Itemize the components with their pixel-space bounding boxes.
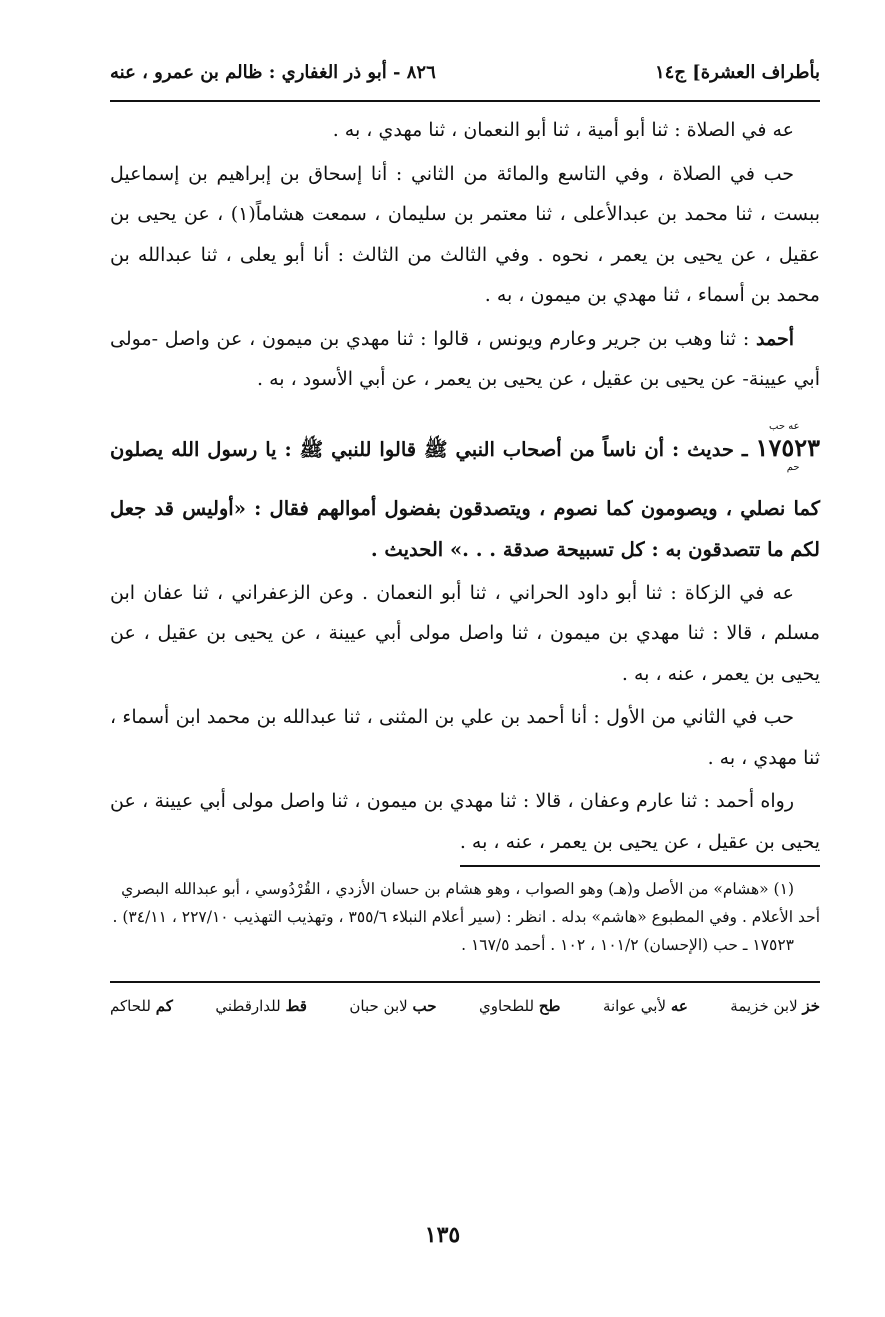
book-page bbox=[110, 58, 820, 1019]
abbreviations-rule bbox=[110, 981, 820, 983]
paragraph bbox=[110, 573, 820, 695]
paragraph-text: عه في الصلاة : ثنا أبو أمية ، ثنا أبو النعمان ، ثنا مهدي ، به . bbox=[332, 119, 794, 141]
paragraph-text: : ثنا عارم وعفان ، قالا : ثنا مهدي بن ميمون ، ثنا واصل مولى أبي عيينة ، عن يحيى بن عقيل ، عن يحيى بن يعمر ، عنه ، به . bbox=[110, 790, 820, 853]
abbrev-item: طح للطحاوي bbox=[478, 997, 561, 1015]
footnote: (١) «هشام» من الأصل و(هـ) وهو الصواب ، وهو هشام بن حسان الأزدي ، القُرْدُوسي ، أبو عبدالله البصري أحد الأعلام . وفي المطبوع «هاشم» بدله . انظر : (سير أعلام النبلاء ٣٥٥/٦ ، وتهذيب التهذيب ٢٢٧/١٠ ، ٣٤/١١) . bbox=[112, 880, 820, 926]
page-number: ١٣٥ bbox=[424, 1222, 461, 1248]
header-right: بأطراف العشرة] ج١٤ bbox=[654, 62, 820, 83]
hadith-number: ١٧٥٢٣ bbox=[755, 432, 820, 462]
abbreviations-key bbox=[110, 993, 820, 1019]
running-header bbox=[110, 58, 820, 92]
header-rule bbox=[110, 100, 820, 102]
abbrev-item: قط للدارقطني bbox=[215, 997, 307, 1015]
paragraph-lead: رواه أحمد bbox=[716, 790, 794, 812]
abbrev-item: كم للحاكم bbox=[110, 997, 173, 1015]
paragraph bbox=[110, 154, 820, 316]
paragraph-text: : ثنا وهب بن جرير وعارم ويونس ، قالوا : ثنا مهدي بن ميمون ، عن واصل -مولى أبي عيينة- عن يحيى بن عقيل ، عن يحيى بن يعمر ، عن أبي الأسود ، به . bbox=[110, 327, 820, 390]
paragraph bbox=[110, 697, 820, 778]
paragraph bbox=[110, 781, 820, 862]
header-left: ٨٢٦ - أبو ذر الغفاري : ظالم بن عمرو ، عنه bbox=[110, 62, 436, 83]
footnote-rule bbox=[460, 865, 820, 867]
paragraph bbox=[110, 319, 820, 400]
main-text bbox=[110, 110, 820, 862]
footnote: ١٧٥٢٣ ـ حب (الإحسان) ١٠١/٢ ، ١٠٢ . أحمد ١٦٧/٥ . bbox=[461, 936, 794, 954]
footnotes bbox=[110, 875, 820, 959]
paragraph-text: حب في الثاني من الأول : أنا أحمد بن علي بن المثنى ، ثنا عبدالله بن محمد ابن أسماء ، ثنا مهدي ، به . bbox=[110, 706, 820, 769]
abbrev-item: خز لابن خزيمة bbox=[730, 997, 820, 1015]
abbrev-item: حب لابن حبان bbox=[349, 997, 437, 1015]
paragraph-text: حب في الصلاة ، وفي التاسع والمائة من الثاني : أنا إسحاق بن إبراهيم بن إسماعيل ببست ، ثنا محمد بن عبدالأعلى ، ثنا معتمر بن سليمان ، سمعت هشاماً(١) ، عن يحيى بن عقيل ، عن يحيى بن يعمر ، نحوه . وفي الثالث من الثالث : أنا أبو يعلى ، ثنا عبدالله بن محمد بن أسماء ، ثنا مهدي بن ميمون ، به . bbox=[110, 162, 820, 306]
hadith-entry bbox=[110, 406, 820, 570]
hadith-text: ـ حديث : أن ناساً من أصحاب النبي ﷺ قالوا للنبي ﷺ : يا رسول الله يصلون كما نصلي ، ويصومون كما نصوم ، ويتصدقون بفضول أموالهم فقال : «أوليس قد جعل لكم ما تتصدقون به : كل تسبيحة صدقة . . .» الحديث . bbox=[110, 437, 820, 561]
abbrev-item: عه لأبي عوانة bbox=[602, 997, 688, 1015]
paragraph-text: عه في الزكاة : ثنا أبو داود الحراني ، ثنا أبو النعمان . وعن الزعفراني ، ثنا عفان ابن مسلم ، قالا : ثنا مهدي بن ميمون ، ثنا واصل مولى أبي عيينة ، عن يحيى بن عقيل ، عن يحيى بن يعمر ، عنه ، به . bbox=[110, 581, 820, 685]
paragraph-lead: أحمد bbox=[756, 327, 794, 350]
paragraph bbox=[110, 110, 820, 151]
source-marker: عه حب حم bbox=[769, 420, 800, 473]
